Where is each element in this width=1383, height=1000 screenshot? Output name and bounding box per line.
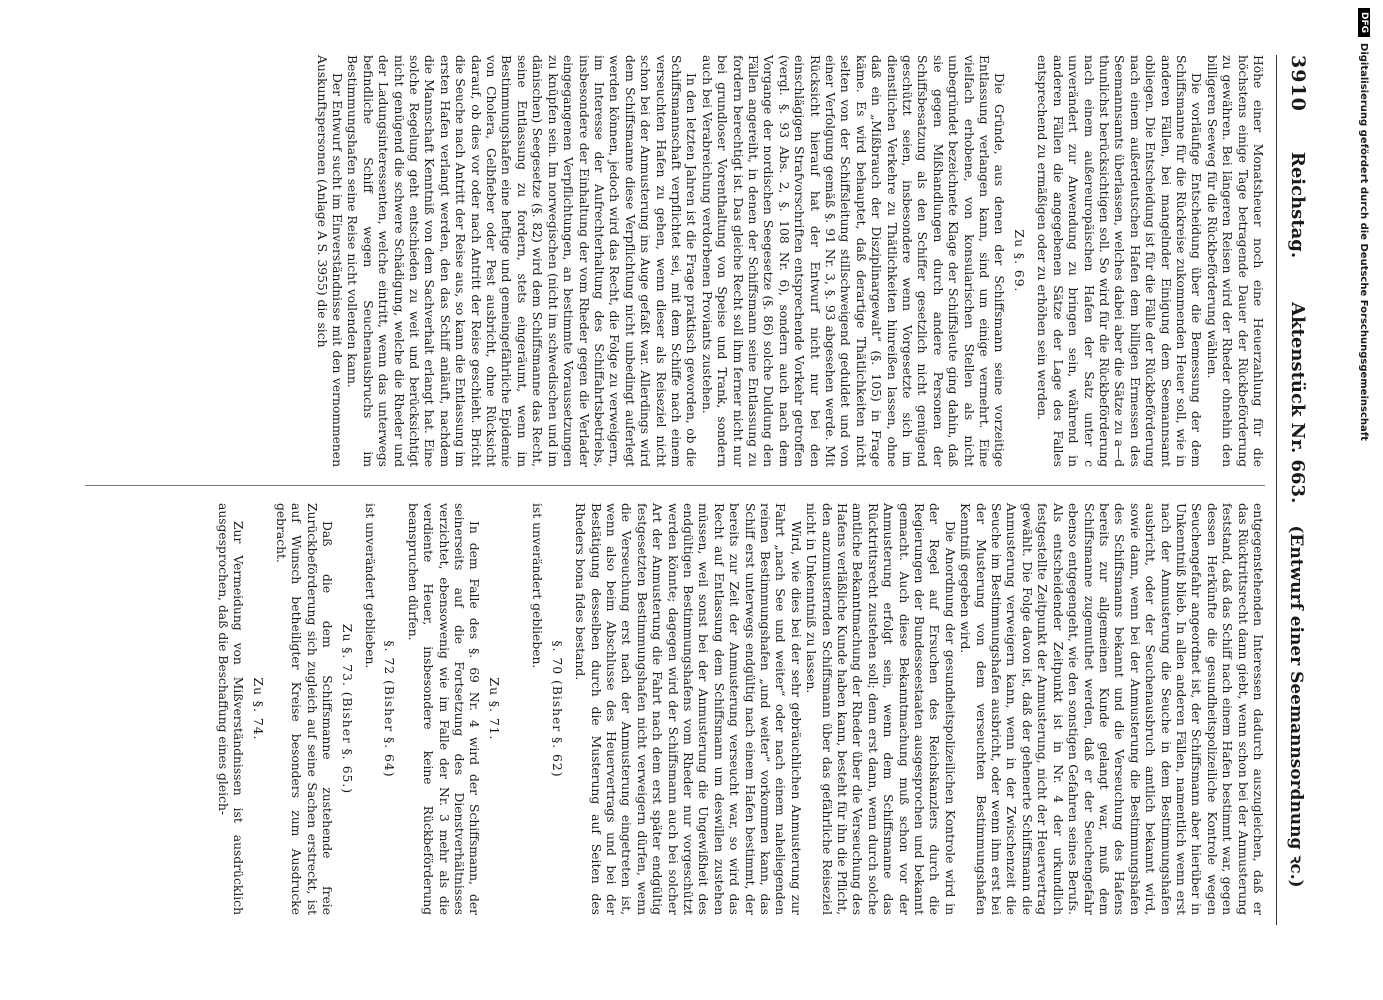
- section-heading: Zu §. 74.: [250, 677, 265, 741]
- digitization-sidebar: [1351, 0, 1377, 1000]
- header-left-title: Reichstag.: [1287, 151, 1309, 259]
- header-right-title: (Entwurf einer Seemannsordnung ꝛc.): [1286, 525, 1307, 888]
- page-number: 3910: [1287, 55, 1309, 112]
- section-heading: §. 70 (Bisher §. 62): [549, 640, 564, 778]
- paragraph: Daß die dem Schiffsmanne zustehende freie Zurückbeförderung sich zugleich auf seine Sachen erstreckt, ist auf Wunsch betheiligter Kreise besonders zum Ausdrucke gebracht.: [274, 503, 335, 915]
- page-header: [1283, 55, 1313, 925]
- section-heading: Zu §. 73. (Bisher §. 65.): [339, 623, 354, 795]
- paragraph: Der Entwurf sucht im Einverständnisse mit den vernommenen Auskunftspersonen (Anlage A S. 3955) die sich: [314, 55, 345, 467]
- paragraph: In dem Falle des §. 69 Nr. 4 wird der Schiffsmann, der seinerseits auf die Fortsetzung des Dienstverhältnisses verzichtet, ebensowenig wie im Falle der Nr. 3 mehr als die verdiente Heuer, insbesondere keine Rückbeförderung beanspruchen dürfen.: [405, 503, 482, 915]
- paragraph: Wird, wie dies bei der sehr gebräuchlichen Anmusterung zur Fahrt „nach See und weiter“ oder nach einem naheliegenden reinen Bestimmungshafen „und weiter“ vorkommen kann, das Schiff erst unterwegs endgültig nach einem Hafen bestimmt, der bereits zur Zeit der Anmusterung verseucht war, so wird das Recht auf Entlassung dem Schiffsmann um deswillen zustehen müssen, weil sonst bei der Anmusterung die Ungewißheit des endgültigen Bestimmungshafens vom Rheder nur vorgeschützt werden könnte; dagegen wird der Schiffsmann auch bei solcher Art der Anmusterung die Fahrt nach dem erst später endgültig festgesetzten Bestimmungshafen nicht verweigern dürfen, wenn die Verseuchung erst nach der Anmusterung eingetreten ist, wenn also beim Abschlusse des Heuervertrags und bei der Bestätigung desselben durch die Musterung auf Seiten des Rheders bona fides bestand.: [573, 503, 803, 915]
- paragraph: Die Gründe, aus denen der Schiffsmann seine vorzeitige Entlassung verlangen kann, sind um einige vermehrt. Eine vielfach erhobene, von konsularischen Stellen als nicht unbegründet bezeichnete Klage der Schiffsleute ging dahin, daß sie gegen Mißhandlungen durch andere Personen der Schiffsbesatzung als den Schiffer gesetzlich nicht genügend geschützt seien, insbesondere wenn Vorgesetzte sich im dienstlichen Verkehre zu Thätlichkeiten hinreißen lassen, ohne daß ein „Mißbrauch der Disziplinargewalt“ (§. 105) in Frage käme. Es wird behauptet, daß derartige Thätlichkeiten nicht selten von der Schiffsleitung stillschweigend geduldet und von einer Verfolgung gemäß §. 91 Nr. 3, §. 93 abgesehen werde. Mit Rücksicht hierauf hat der Entwurf nicht nur bei den einschlägigen Strafvorschriften entsprechende Vorkehr getroffen (vergl. §. 93 Abs. 2, §. 108 Nr. 6), sondern auch nach dem Vorgange der nordischen Seegesetze (§. 86) solche Duldung den Fällen angereiht, in denen der Schiffsmann seine Entlassung zu fordern berechtigt ist. Das gleiche Recht soll ihm ferner nicht nur bei grundloser Vorenthaltung von Speise und Trank, sondern auch bei Verabreichung verdorbenen Proviants zustehen.: [699, 55, 1007, 467]
- paragraph: entgegenstehenden Interessen dadurch auszugleichen, daß er das Rücktrittsrecht dann giebt, wenn schon bei der Anmusterung feststand, daß das Schiff nach einem Hafen bestimmt war, gegen dessen Herkünfte die gesundheitspolizeiliche Kontrole wegen Seuchengefahr angeordnet ist, der Schiffsmann aber hierüber in Unkenntniß blieb. In allen anderen Fällen, namentlich wenn erst nach der Anmusterung die Seuche in dem Bestimmungshafen ausbricht, oder der Seuchenausbruch amtlich bekannt wird, sowie dann, wenn bei der Anmusterung die Bestimmungshafen des Schiffsmanns bekannt und die Verseuchung des Hafens bereits zur allgemeinen Kunde gelangt war, muß dem Schiffsmanne zugemuthet werden, daß er der Seuchengefahr ebenso entgegengeht, wie den sonstigen Gefahren seines Berufs. Als entscheidender Zeitpunkt ist in Nr. 4 der urkundlich festgestellte Zeitpunkt der Anmusterung, nicht der Heuervertrag gewählt. Die Folge davon ist, daß der gehenerte Schiffsmann die Anmusterung verweigern kann, wenn in der Zwischenzeit die Seuche im Bestimmungshafen ausbricht, oder wenn ihm erst bei der Musterung von dem verseuchten Bestimmungshafen Kenntniß gegeben wird.: [958, 503, 1265, 915]
- document-page: [63, 55, 1323, 925]
- section-heading: Zu §. 71.: [486, 677, 501, 741]
- dfg-logo: DFG: [1358, 8, 1370, 37]
- paragraph: ist unverändert geblieben.: [363, 503, 378, 669]
- left-column: [313, 55, 1265, 467]
- paragraph: Die vorläufige Entscheidung über die Bemessung der dem Schiffsmanne für die Rückreise zukommenden Heuer soll, wie in anderen Fällen, bei mangelnder Einigung dem Seemannsamt obliegen. Die Entscheidung ist für die Fälle der Rückbeförderung nach einem außerdeutschen Hafen dem billigen Ermessen des Seemannsamts überlassen, welches dabei aber die Sätze zu a—d thunlichst berücksichtigen soll. So wird für die Rückbeförderung nach einem außereuropäischen Hafen der Satz unter c unverändert zur Anwendung zu bringen sein, während in anderen Fällen die angegebenen Sätze der Lage des Falles entsprechend zu ermäßigen oder zu erhöhen sein werden.: [1035, 55, 1204, 467]
- paragraph: In den letzten Jahren ist die Frage praktisch geworden, ob die Schiffsmannschaft verpflichtet sei, mit dem Schiffe nach einem verseuchten Hafen zu gehen, wenn dieser als Reiseziel nicht schon bei der Anmusterung ins Auge gefaßt war. Allerdings wird dem Schiffsmanne diese Verpflichtung nicht unbedingt auferlegt werden können, jedoch wird das Recht, die Folge zu verweigern, im Interesse der Aufrechterhaltung des Schiffahrtsbetriebs, insbesondere der Einhaltung der vom Rheder gegen die Verlader eingegangenen Verpflichtungen, an bestimmte Voraussetzungen zu knüpfen sein. Im norwegischen (nicht im schwedischen und im dänischen) Seegesetze (§. 82) wird dem Schiffsmanne das Recht, seine Entlassung zu fordern, stets eingeräumt, wenn im Bestimmungshafen eine heftige und gemeingefährliche Epidemie von Cholera, Gelbfieber oder Pest ausbricht, ohne Rücksicht darauf, ob dies vor oder nach Antritt der Reise geschieht. Bricht die Seuche nach Antritt der Reise aus, so kann die Entlassung im ersten Hafen verlangt werden, den das Schiff anläuft, nachdem die Mannschaft Kenntniß von dem Sachverhalt erlangt hat. Eine solche Regelung geht entschieden zu weit und berücksichtigt nicht genügend die schwere Schädigung, welche die Rheder und der Ladungsinteressenten, welche eintritt, wenn das unterwegs befindliche Schiff wegen Seuchenausbruchs im Bestimmungshafen seine Reise nicht vollenden kann.: [345, 55, 699, 467]
- paragraph: Die Anordnung der gesundheitspolizeilichen Kontrole wird in der Regel auf Ersuchen des Reichskanzlers durch die Regierungen der Bundesseestaaten ausgesprochen und bekannt gemacht. Auch diese Bekanntmachung muß schon vor der Anmusterung erfolgt sein, wenn dem Schiffsmanne das Rücktrittsrecht zustehen soll; denn erst dann, wenn durch solche amtliche Bekanntmachung der Rheder über die Verseuchung des Hafens verläßliche Kunde haben kann, besteht für ihn die Pflicht, den anzumusternden Schiffsmann über das gefährliche Reiseziel nicht in Unkenntniß zu lassen.: [804, 503, 957, 915]
- digitization-note: [1351, 0, 1377, 1000]
- section-heading: Zu §. 69.: [1011, 229, 1026, 293]
- paragraph: Zur Vermeidung von Mißverständnissen ist ausdrücklich ausgesprochen, daß die Beschaffung eines gleich-: [215, 503, 246, 915]
- spacer: [509, 503, 529, 915]
- header-middle-title: Aktenstück Nr. 663.: [1287, 302, 1309, 504]
- header-rule: [1276, 55, 1277, 925]
- paragraph: ist unverändert geblieben.: [530, 503, 545, 669]
- section-heading: §. 72 (Bisher §. 64): [382, 640, 397, 778]
- digitization-credit: Digitalisierung gefördert durch die Deutsche Forschungsgemeinschaft: [1358, 43, 1370, 441]
- right-column: [214, 503, 1265, 915]
- column-divider: [85, 485, 1265, 486]
- paragraph: Höhe einer Monatsheuer noch eine Heuerzahlung für die höchstens einige Tage betragende Dauer der Rückbeförderung zu gewähren. Bei längeren Reisen wird der Rheder ohnehin den billigeren Seeweg für die Rückbeförderung wählen.: [1204, 55, 1265, 467]
